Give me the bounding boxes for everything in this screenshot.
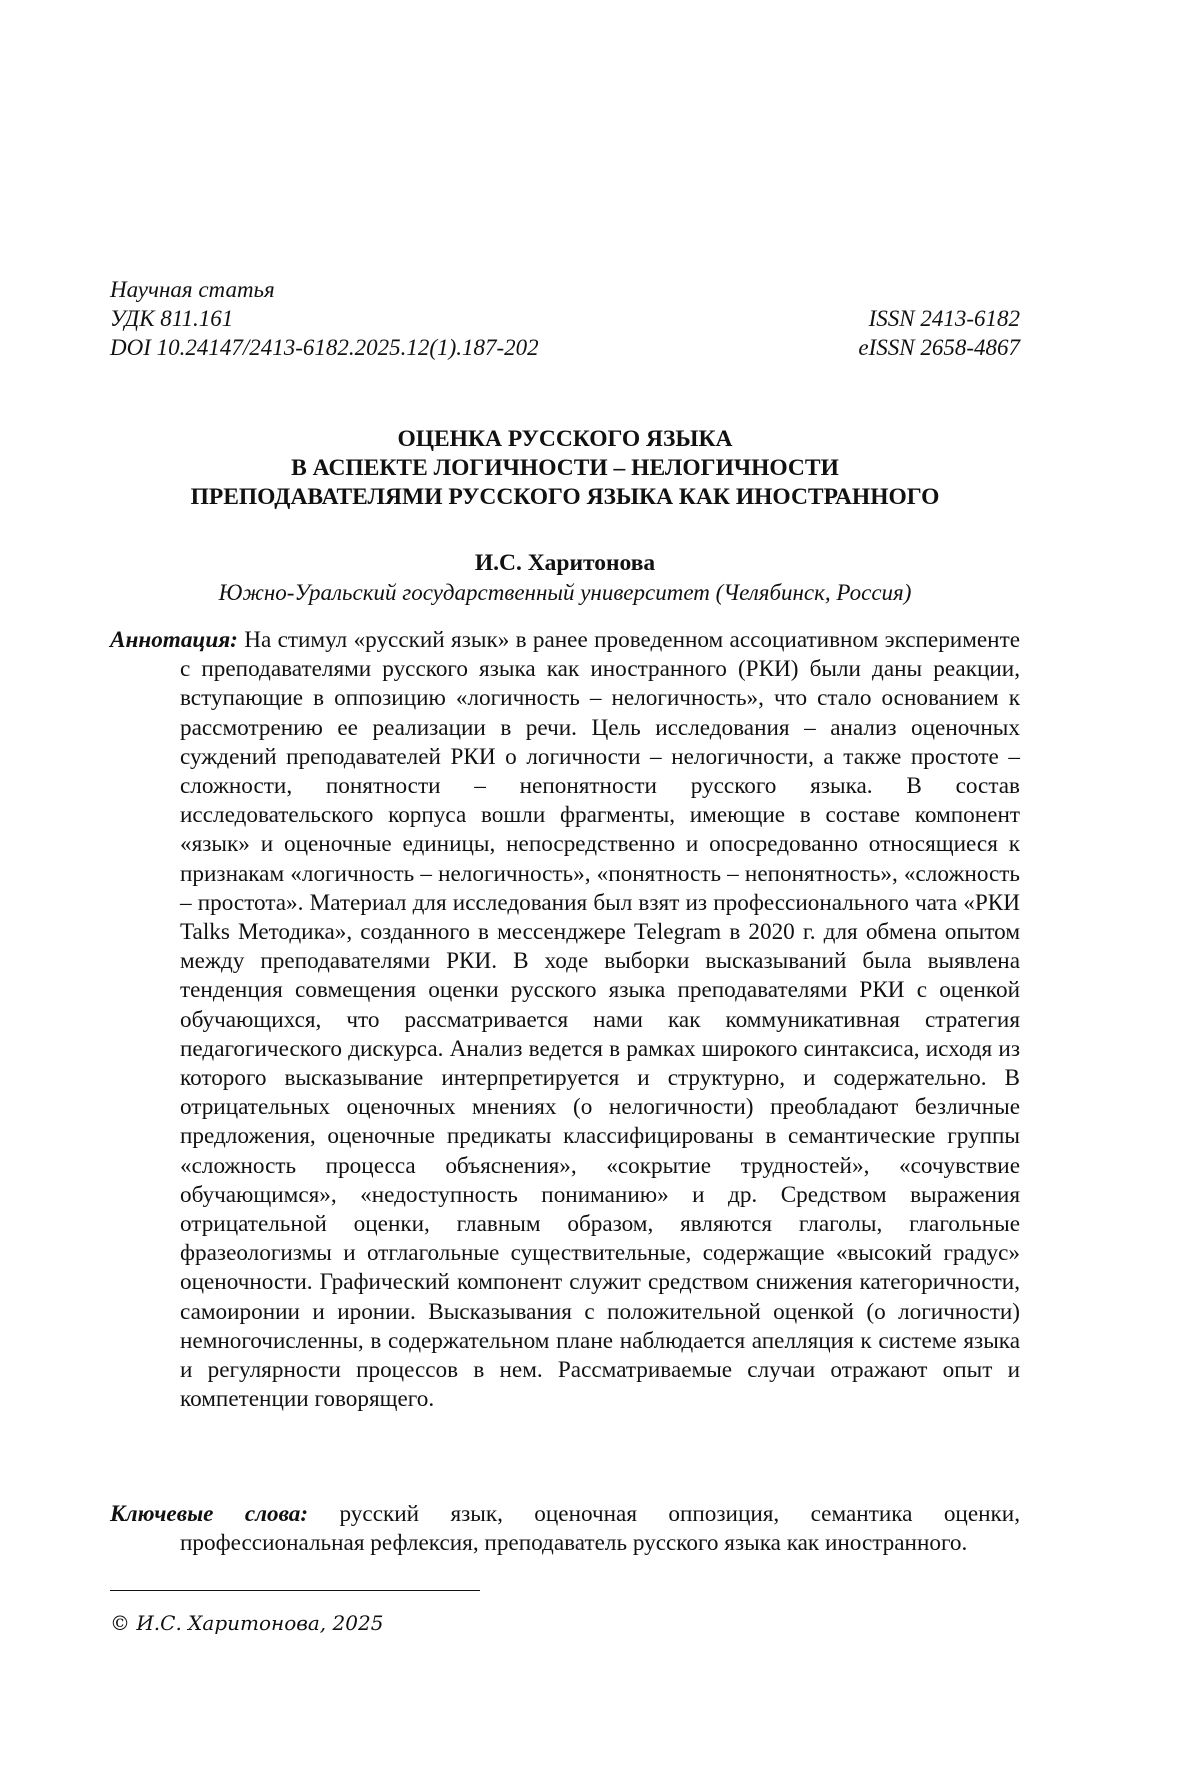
- title-line: ПРЕПОДАВАТЕЛЯМИ РУССКОГО ЯЗЫКА КАК ИНОСТРАННОГО: [190, 484, 940, 510]
- doi: DOI 10.24147/2413-6182.2025.12(1).187-202: [110, 335, 539, 360]
- issn: ISSN 2413-6182: [868, 306, 1020, 331]
- meta-row-udc: [110, 304, 1020, 333]
- udc: УДК 811.161: [110, 306, 234, 331]
- keywords: [110, 1500, 1020, 1558]
- abstract-label: Аннотация:: [110, 627, 238, 653]
- title-line: ОЦЕНКА РУССКОГО ЯЗЫКА: [397, 426, 733, 452]
- copyright-notice: © И.С. Харитонова, 2025: [110, 1611, 384, 1635]
- author-name: И.С. Харитонова: [474, 550, 656, 576]
- abstract-text: На стимул «русский язык» в ранее проведенном ассоциативном эксперименте с преподавателями русского языка как иностранного (РКИ) были даны реакции, вступающие в оппозицию «логичность – нелогичность», что стало основанием к рассмотрению ее реализации в речи. Цель исследования – анализ оценочных суждений преподавателей РКИ о логичности – нелогичности, а также простоте – сложности, понятности – непонятности русского языка. В состав исследовательского корпуса вошли фрагменты, имеющие в составе компонент «язык» и оценочные единицы, непосредственно и опосредованно относящиеся к признакам «логичность – нелогичность», «понятность – непонятность», «сложность – простота». Материал для исследования был взят из профессионального чата «РКИ Talks Методика», созданного в мессенджере Telegram в 2020 г. для обмена опытом между преподавателями РКИ. В ходе выборки высказываний была выявлена тенденция совмещения оценки русского языка преподавателями РКИ с оценкой обучающихся, что рассматривается нами как коммуникативная стратегия педагогического дискурса. Анализ ведется в рамках широкого синтаксиса, исходя из которого высказывание интерпретируется и структурно, и содержательно. В отрицательных оценочных мнениях (о нелогичности) преобладают безличные предложения, оценочные предикаты классифицированы в семантические группы «сложность процесса объяснения», «сокрытие трудностей», «сочувствие обучающимся», «недоступность пониманию» и др. Средством выражения отрицательной оценки, главным образом, являются глаголы, глагольные фразеологизмы и отглагольные существительные, содержащие «высокий градус» оценочности. Графический компонент служит средством снижения категоричности, самоиронии и иронии. Высказывания с положительной оценкой (о логичности) немногочисленны, в содержательном плане наблюдается апелляция к системе языка и регулярности процессов в нем. Рассматриваемые случаи отражают опыт и компетенции говорящего.: [180, 627, 1021, 1413]
- meta-row-type: [110, 275, 1020, 304]
- footnote-divider: [110, 1590, 480, 1591]
- keywords-text: русский язык, оценочная оппозиция, семантика оценки, профессиональная рефлексия, преподаватель русского языка как иностранного.: [180, 1501, 1020, 1557]
- meta-row-doi: [110, 333, 1020, 362]
- author-affiliation: Южно-Уральский государственный университет (Челябинск, Россия): [218, 580, 912, 605]
- eissn: eISSN 2658-4867: [858, 335, 1020, 360]
- article-meta: [110, 275, 1020, 362]
- abstract: [110, 626, 1020, 1414]
- article-title: [110, 425, 1020, 512]
- article-type: Научная статья: [110, 277, 275, 302]
- keywords-label: Ключевые слова:: [110, 1501, 309, 1527]
- title-line: В АСПЕКТЕ ЛОГИЧНОСТИ – НЕЛОГИЧНОСТИ: [291, 455, 839, 481]
